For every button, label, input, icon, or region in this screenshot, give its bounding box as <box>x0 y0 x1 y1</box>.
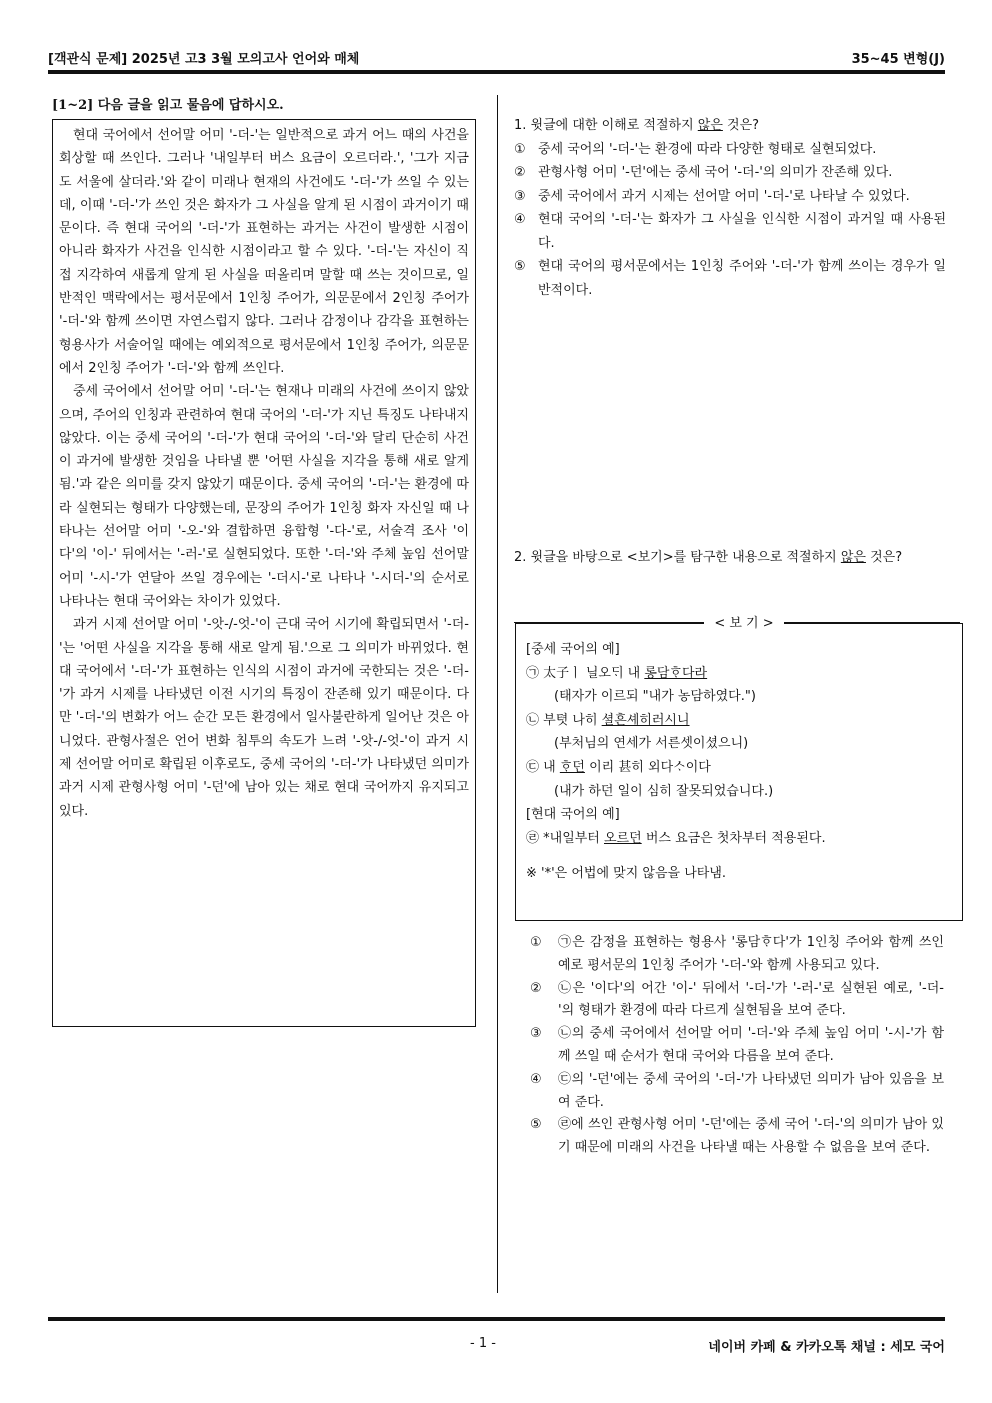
bogi-translation-b: (부처님의 연세가 서른셋이셨으니) <box>554 736 749 752</box>
option-number: ① <box>530 935 542 950</box>
option-number: ④ <box>530 1071 542 1087</box>
q2-option-3[interactable] <box>530 1023 944 1069</box>
option-text: 중세 국어의 '-더-'는 환경에 따라 다양한 형태로 실현되었다. <box>538 141 877 157</box>
option-number: ③ <box>530 1026 542 1042</box>
bogi-translation-c: (내가 하던 일이 심히 잘못되었습니다.) <box>554 783 774 799</box>
option-text: ㉢의 '-던'에는 중세 국어의 '-더-'가 나타냈던 의미가 남아 있음을 보여 준다. <box>558 1071 944 1110</box>
page-header <box>48 44 945 68</box>
example-b-underline: 셜흔셰히러시니 <box>601 712 690 728</box>
header-rule <box>48 70 945 74</box>
reading-passage <box>52 119 476 1027</box>
example-d-text: ㉣ *내일부터 <box>526 830 604 846</box>
footer-channel: 네이버 카페 & 카카오톡 채널 : 세모 국어 <box>708 1340 945 1355</box>
example-d-tail: 버스 요금은 첫차부터 적용된다. <box>641 830 826 846</box>
page-number: - 1 - <box>470 1336 496 1351</box>
q2-option-1[interactable] <box>530 932 944 978</box>
q2-option-5[interactable] <box>530 1114 944 1160</box>
example-c-underline: ᄒᆞ던 <box>559 759 585 775</box>
q2-stem-tail: 것은? <box>865 550 903 565</box>
passage-paragraph-2: 중세 국어에서 선어말 어미 '-더-'는 현재나 미래의 사건에 쓰이지 않았으며, 주어의 인칭과 관련하여 현대 국어의 '-더-'가 지닌 특징도 나타내지 않았다. 이는 중세 국어의 '-더-'가 현대 국어의 '-더-'와 달리 단순히 사건이 과거에 발생한 것임을 나타낼 뿐 '어떤 사실을 지각을 통해 새로 알게 됨.'과 같은 의미를 갖지 않았기 때문이다. 중세 국어의 '-더-'는 환경에 따라 실현되는 형태가 다양했는데, 문장의 주어가 1인칭 화자 자신일 때 나타나는 선어말 어미 '-오-'와 결합하면 융합형 '-다-'로, 서술격 조사 '이다'의 '이-' 뒤에서는 '-러-'로 실현되었다. 또한 '-더-'와 주체 높임 선어말 어미 '-시-'가 연달아 쓰일 경우에는 '-더시-'로 나타나 '-시더-'의 순서로 나타나는 현대 국어와는 차이가 있었다. <box>59 384 469 609</box>
question-1-stem <box>514 114 946 138</box>
option-text: 현대 국어의 평서문에서는 1인칭 주어와 '-더-'가 함께 쓰이는 경우가 일반적이다. <box>538 259 946 298</box>
option-number: ② <box>530 980 542 996</box>
question-2-stem <box>514 546 946 570</box>
q2-option-4[interactable] <box>530 1069 944 1115</box>
example-c-tail: 이리 甚히 외다ᄉᆞ이다 <box>584 759 711 775</box>
bogi-translation-a: (태자가 이르되 "내가 농담하였다.") <box>554 689 756 705</box>
q2-stem-text: 2. 윗글을 바탕으로 <보기>를 탐구한 내용으로 적절하지 <box>514 550 841 565</box>
q1-option-3[interactable] <box>514 185 946 209</box>
example-b-text: ㉡ 부텻 나히 <box>526 712 602 728</box>
option-text: ㉡은 '이다'의 어간 '이-' 뒤에서 '-더-'가 '-러-'로 실현된 예로, '-더-'의 형태가 환경에 따라 다르게 실현됨을 보여 준다. <box>558 980 944 1019</box>
question-2-options <box>530 932 944 1160</box>
bogi-title-line-left <box>514 622 704 623</box>
option-number: ④ <box>514 212 526 227</box>
question-1-options <box>514 138 946 303</box>
header-exam-code: 35~45 변형(J) <box>851 52 945 67</box>
option-number: ⑤ <box>514 259 526 274</box>
footer-rule <box>48 1317 945 1321</box>
bogi-example-b <box>526 709 956 733</box>
option-number: ① <box>514 141 526 157</box>
passage-paragraph-3: 과거 시제 선어말 어미 '-앗-/-엇-'이 근대 국어 시기에 확립되면서 '-더-'는 '어떤 사실을 지각을 통해 새로 알게 됨.'으로 그 의미가 바뀌었다. 현대 국어에서 '-더-'가 표현하는 인식의 시점이 과거에 국한되는 것은 '-더-'가 과거 시제를 나타냈던 이전 시기의 특징이 잔존해 있기 때문이다. 다만 '-더-'의 변화가 어느 순간 모든 환경에서 일사불란하게 일어난 것은 아니었다. 관형사절은 언어 변화 침투의 속도가 느려 '-앗-/-엇-'이 과거 시제 선어말 어미로 확립된 이후로도, 중세 국어의 '-더-'가 나타냈던 의미가 과거 시제 관형사형 어미 '-던'에 남아 있는 채로 현대 국어까지 유지되고 있다. <box>59 617 469 819</box>
q1-stem-tail: 것은? <box>722 118 760 133</box>
option-text: ㉡의 중세 국어에서 선어말 어미 '-더-'와 주체 높임 어미 '-시-'가 함께 쓰일 때 순서가 현대 국어와 다름을 보여 준다. <box>558 1026 944 1064</box>
bogi-box <box>515 623 963 921</box>
q2-option-2[interactable] <box>530 978 944 1024</box>
example-a-underline: 롱담ᄒᆞ다라 <box>644 665 708 681</box>
q1-stem-text: 1. 윗글에 대한 이해로 적절하지 <box>514 118 698 133</box>
option-text: ㉣에 쓰인 관형사형 어미 '-던'에는 중세 국어 '-더-'의 의미가 남아 있기 때문에 미래의 사건을 나타낼 때는 사용할 수 없음을 보여 준다. <box>558 1117 944 1156</box>
bogi-title <box>514 612 960 632</box>
option-number: ⑤ <box>530 1117 542 1133</box>
column-divider <box>497 95 498 1293</box>
q1-option-2[interactable] <box>514 161 946 185</box>
q2-stem-underline: 않은 <box>840 550 866 565</box>
q1-option-4[interactable] <box>514 208 946 255</box>
option-text: 현대 국어의 '-더-'는 화자가 그 사실을 인식한 시점이 과거일 때 사용된다. <box>538 212 946 251</box>
q1-stem-underline: 않은 <box>697 118 723 133</box>
example-c-text: ㉢ 내 <box>526 759 560 775</box>
bogi-example-c <box>526 756 956 780</box>
example-a-text: ㉠ 太子ㅣ 닐오ᄃᆡ 내 <box>526 665 645 681</box>
header-title: [객관식 문제] 2025년 고3 3월 모의고사 언어와 매체 <box>48 52 360 67</box>
bogi-note: ※ '*'은 어법에 맞지 않음을 나타냄. <box>526 866 727 882</box>
option-text: 중세 국어에서 과거 시제는 선어말 어미 '-더-'로 나타날 수 있었다. <box>538 188 910 204</box>
question-1 <box>514 114 946 302</box>
option-number: ② <box>514 165 526 180</box>
q1-option-5[interactable] <box>514 255 946 302</box>
q1-option-1[interactable] <box>514 138 946 162</box>
bogi-title-line-right <box>784 622 960 623</box>
passage-paragraph-1: 현대 국어에서 선어말 어미 '-더-'는 일반적으로 과거 어느 때의 사건을 회상할 때 쓰인다. 그러나 '내일부터 버스 요금이 오르더라.', '그가 지금도 서울에 살더라.'와 같이 미래나 현재의 사건에도 '-더-'가 쓰일 수 있는데, 이때 '-더-'가 쓰인 것은 화자가 그 사실을 알게 된 시점이 과거이기 때문이다. 즉 현대 국어의 '-더-'가 표현하는 과거는 사건이 발생한 시점이 아니라 화자가 사건을 인식한 시점이라고 할 수 있다. '-더-'는 자신이 직접 지각하여 새롭게 알게 된 사실을 떠올리며 말할 때 쓰는 것이므로, 일반적인 맥락에서는 평서문에서 1인칭 주어가, 의문문에서 2인칭 주어가 '-더-'와 함께 쓰이면 자연스럽지 않다. 그러나 감정이나 감각을 표현하는 형용사가 서술어일 때에는 예외적으로 평서문에서 1인칭 주어가, 의문문에서 2인칭 주어가 '-더-'와 함께 쓰인다. <box>59 128 469 376</box>
bogi-heading-modern: [현대 국어의 예] <box>526 807 620 823</box>
example-d-underline: 오르던 <box>604 830 642 846</box>
option-text: ㉠은 감정을 표현하는 형용사 '롱담ᄒᆞ다'가 1인칭 주어와 함께 쓰인 예로 평서문의 1인칭 주어가 '-더-'와 함께 사용되고 있다. <box>558 935 944 973</box>
bogi-heading-medieval: [중세 국어의 예] <box>526 642 620 657</box>
bogi-label: < 보 기 > <box>704 612 784 631</box>
option-text: 관형사형 어미 '-던'에는 중세 국어 '-더-'의 의미가 잔존해 있다. <box>538 165 893 180</box>
option-number: ③ <box>514 188 526 204</box>
instruction: [1~2] 다음 글을 읽고 물음에 답하시오. <box>52 98 284 113</box>
bogi-example-d <box>526 827 956 851</box>
bogi-example-a <box>526 662 956 686</box>
